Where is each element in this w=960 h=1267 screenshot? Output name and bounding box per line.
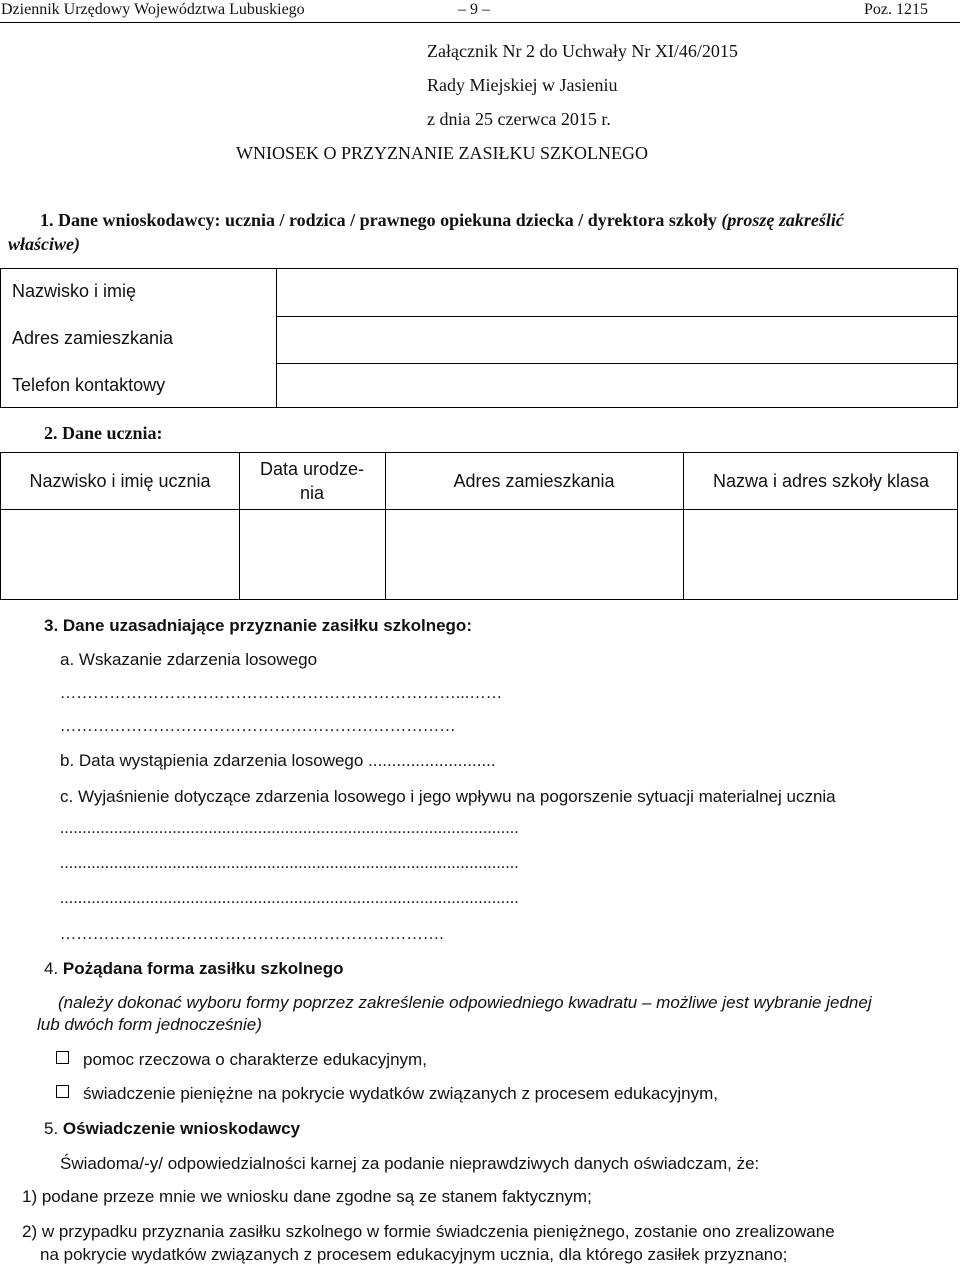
explanation-dots-3[interactable]: ...................................................................................................... <box>60 890 519 907</box>
applicant-phone-label: Telefon kontaktowy <box>12 375 166 395</box>
student-name-header: Nazwisko i imię ucznia <box>29 471 211 491</box>
form-title: WNIOSEK O PRZYZNANIE ZASIŁKU SZKOLNEGO <box>236 143 648 163</box>
explanation-dots-1[interactable]: ...................................................................................................... <box>60 820 519 837</box>
explanation-label: c. Wyjaśnienie dotyczące zdarzenia losowego i jego wpływu na pogorszenie sytuacji materialnej ucznia <box>60 787 836 806</box>
section3-heading: 3. Dane uzasadniające przyznanie zasiłku szkolnego: <box>44 616 472 635</box>
journal-name: Dziennik Urzędowy Województwa Lubuskiego <box>1 1 305 18</box>
event-date-label[interactable]: b. Data wystąpienia zdarzenia losowego ........................... <box>60 751 496 770</box>
applicant-phone-field[interactable] <box>278 364 956 406</box>
header-rule <box>0 22 960 23</box>
random-event-label: a. Wskazanie zdarzenia losowego <box>60 650 318 669</box>
section1-note: właściwe) <box>8 234 80 254</box>
option-cash-benefit[interactable]: świadczenie pieniężne na pokrycie wydatków związanych z procesem edukacyjnym, <box>56 1084 718 1104</box>
statement-item-2-cont: na pokrycie wydatków związanych z procesem edukacyjnym ucznia, dla którego zasiłek przyznano; <box>40 1245 788 1264</box>
statement-item-2: 2) w przypadku przyznania zasiłku szkolnego w formie świadczenia pieniężnego, zostanie ono zrealizowane <box>22 1222 835 1241</box>
annex-line-1: Załącznik Nr 2 do Uchwały Nr XI/46/2015 <box>427 41 738 61</box>
birth-date-header: Data urodze- nia <box>259 459 365 503</box>
statement-intro: Świadoma/-y/ odpowiedzialności karnej za podanie nieprawdziwych danych oświadczam, że: <box>60 1154 760 1173</box>
position-number: Poz. 1215 <box>864 1 928 18</box>
applicant-address-label: Adres zamieszkania <box>12 328 174 348</box>
page-number: – 9 – <box>458 1 490 18</box>
section4-note-1: (należy dokonać wyboru formy poprzez zakreślenie odpowiedniego kwadratu – możliwe jest wybranie jednej <box>58 993 872 1012</box>
annex-line-2: Rady Miejskiej w Jasieniu <box>427 75 618 95</box>
section5-heading: 5. Oświadczenie wnioskodawcy <box>44 1119 301 1138</box>
section4-heading: 4. Pożądana forma zasiłku szkolnego <box>44 959 344 978</box>
explanation-dots-2[interactable]: ...................................................................................................... <box>60 855 519 872</box>
applicant-name-label: Nazwisko i imię <box>12 281 137 301</box>
random-event-dots-1[interactable]: ………………………………………………………………...…… <box>60 685 503 702</box>
annex-line-3: z dnia 25 czerwca 2015 r. <box>427 109 611 129</box>
student-address-header: Adres zamieszkania <box>453 471 615 491</box>
option-material-aid[interactable]: pomoc rzeczowa o charakterze edukacyjnym, <box>56 1050 427 1070</box>
section2-heading: 2. Dane ucznia: <box>44 423 163 443</box>
applicant-name-field[interactable] <box>278 270 956 314</box>
section4-note-2: lub dwóch form jednocześnie) <box>37 1015 262 1034</box>
statement-item-1: 1) podane przeze mnie we wniosku dane zgodne są ze stanem faktycznym; <box>22 1187 592 1206</box>
student-address-cell[interactable] <box>386 509 681 599</box>
school-header: Nazwa i adres szkoły klasa <box>712 471 930 491</box>
random-event-dots-2[interactable]: ……………………………………………………………… <box>60 718 456 735</box>
student-name-cell[interactable] <box>1 509 237 599</box>
cash-benefit-checkbox[interactable] <box>56 1085 69 1098</box>
material-aid-checkbox[interactable] <box>56 1051 69 1064</box>
applicant-address-field[interactable] <box>278 317 956 361</box>
birth-date-cell[interactable] <box>240 509 383 599</box>
explanation-dots-4[interactable]: ……………………………………………………………. <box>60 926 444 943</box>
school-cell[interactable] <box>684 509 957 599</box>
section1-heading: 1. Dane wnioskodawcy: ucznia / rodzica / prawnego opiekuna dziecka / dyrektora szkoły (proszę zakreślić <box>40 210 844 230</box>
